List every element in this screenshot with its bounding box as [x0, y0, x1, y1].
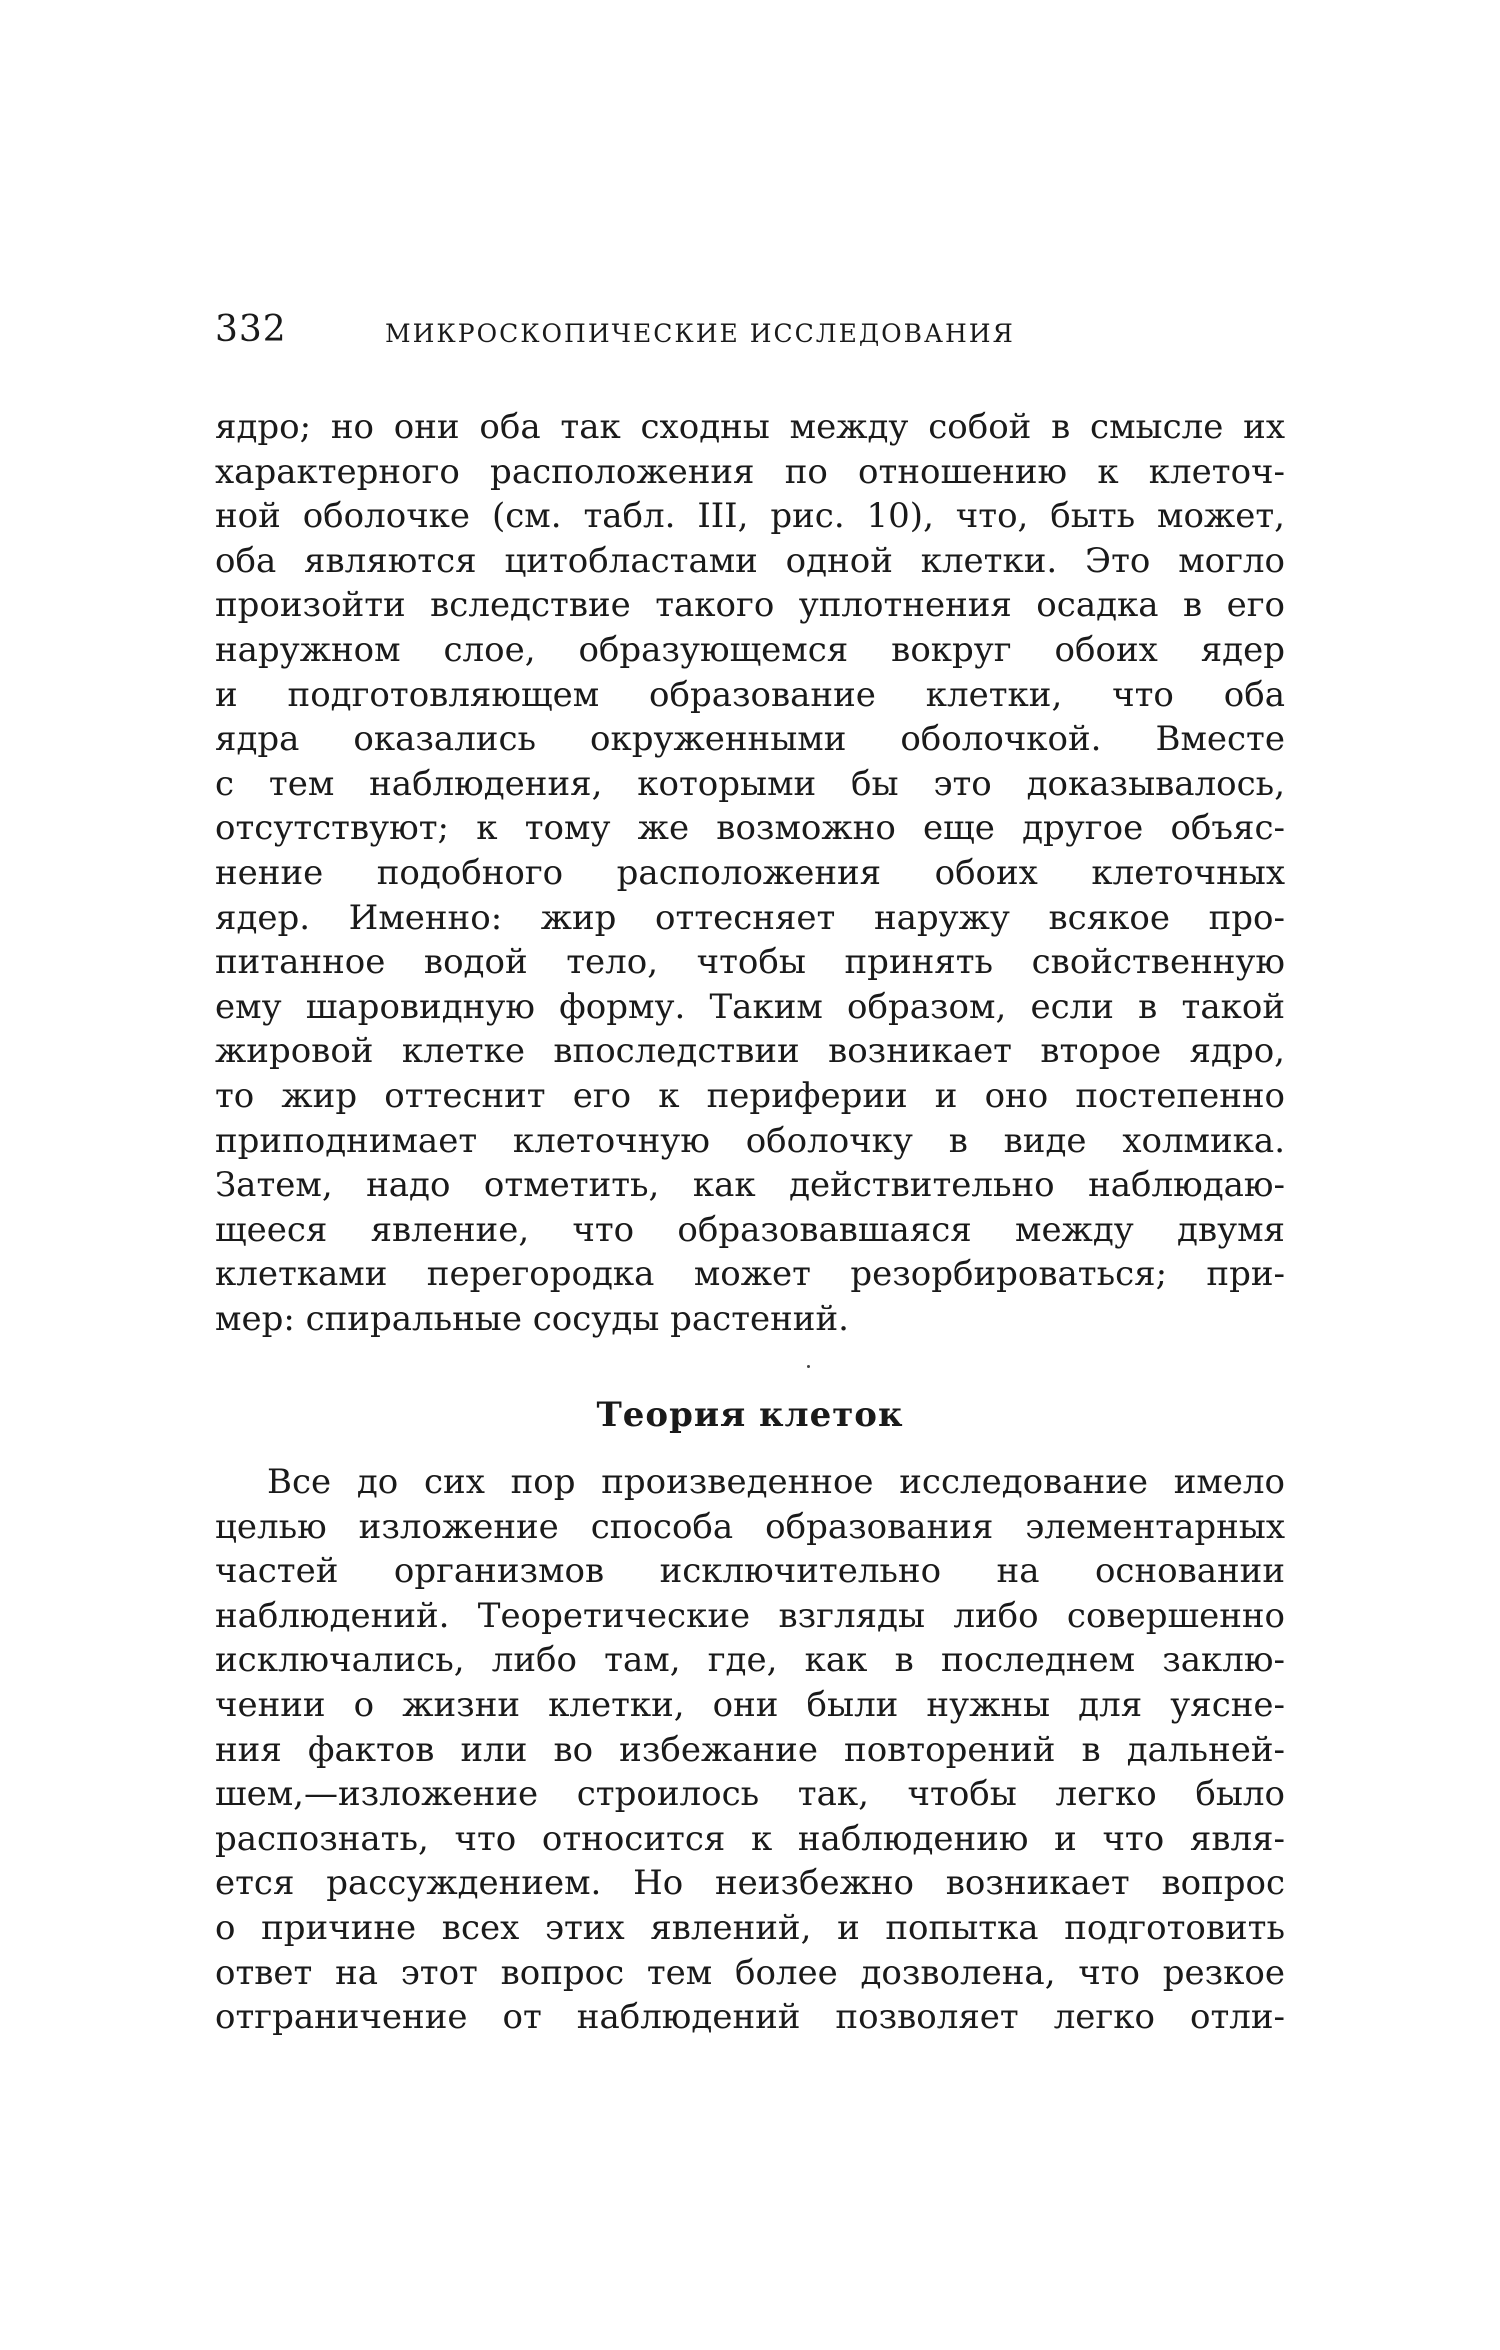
text-line: распознать, что относится к наблюдению и что явля- — [215, 1818, 1285, 1859]
text-line: о причине всех этих явлений, и попытка подготовить — [215, 1907, 1285, 1948]
text-line: мер: спиральные сосуды растений. — [215, 1298, 849, 1339]
text-line: питанное водой тело, чтобы принять свойственную — [215, 942, 1285, 983]
page-header — [215, 300, 1285, 360]
print-speck — [807, 1365, 810, 1368]
text-line: произойти вследствие такого уплотнения осадка в его — [215, 585, 1285, 626]
text-line: отграничение от наблюдений позволяет легко отли- — [215, 1997, 1285, 2038]
text-line: характерного расположения по отношению к клеточ- — [215, 451, 1285, 492]
text-line: ядер. Именно: жир оттесняет наружу всякое про- — [215, 897, 1285, 938]
text-line: ответ на этот вопрос тем более дозволена, что резкое — [215, 1952, 1285, 1993]
text-line: ядра оказались окруженными оболочкой. Вместе — [215, 719, 1285, 760]
text-line: ядро; но они оба так сходны между собой в смысле их — [215, 407, 1285, 447]
text-line: ему шаровидную форму. Таким образом, если в такой — [215, 986, 1285, 1027]
text-line: оба являются цитобластами одной клетки. Это могло — [215, 540, 1285, 581]
paragraph-theory — [215, 1460, 1285, 2040]
text-line: исключались, либо там, где, как в последнем заклю- — [215, 1640, 1285, 1681]
text-line: щееся явление, что образовавшаяся между двумя — [215, 1209, 1285, 1250]
page-number: 332 — [215, 309, 287, 350]
running-head: МИКРОСКОПИЧЕСКИЕ ИССЛЕДОВАНИЯ — [385, 319, 1015, 348]
text-line: с тем наблюдения, которыми бы это доказывалось, — [215, 763, 1285, 804]
text-line: частей организмов исключительно на основании — [215, 1551, 1285, 1592]
text-line: приподнимает клеточную оболочку в виде холмика. — [215, 1120, 1285, 1161]
text-line: и подготовляющем образование клетки, что оба — [215, 674, 1285, 715]
text-line: ния фактов или во избежание повторений в дальней- — [215, 1729, 1285, 1770]
text-line: Все до сих пор произведенное исследование имело — [267, 1462, 1285, 1502]
text-line: наружном слое, образующемся вокруг обоих ядер — [215, 629, 1285, 670]
paragraph-continued — [215, 405, 1285, 1341]
text-line: шем,—изложение строилось так, чтобы легко было — [215, 1774, 1285, 1815]
text-line: наблюдений. Теоретические взгляды либо совершенно — [215, 1595, 1285, 1636]
text-line: ется рассуждением. Но неизбежно возникает вопрос — [215, 1863, 1285, 1904]
text-line: ной оболочке (см. табл. III, рис. 10), что, быть может, — [215, 496, 1285, 537]
text-line: отсутствуют; к тому же возможно еще другое объяс- — [215, 808, 1285, 849]
text-line: чении о жизни клетки, они были нужны для уясне- — [215, 1684, 1285, 1725]
text-line: Затем, надо отметить, как действительно наблюдаю- — [215, 1165, 1285, 1206]
text-line: то жир оттеснит его к периферии и оно постепенно — [215, 1075, 1285, 1116]
text-line: клетками перегородка может резорбироваться; при- — [215, 1254, 1285, 1295]
section-heading: Теория клеток — [596, 1395, 904, 1435]
text-line: жировой клетке впоследствии возникает второе ядро, — [215, 1031, 1285, 1072]
text-line: целью изложение способа образования элементарных — [215, 1506, 1285, 1547]
text-line: нение подобного расположения обоих клеточных — [215, 852, 1285, 893]
